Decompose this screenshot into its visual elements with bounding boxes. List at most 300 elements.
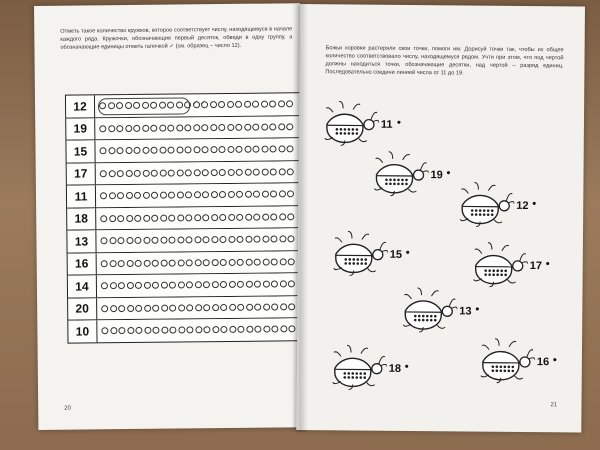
circle[interactable] xyxy=(201,124,208,131)
row-number: 11 xyxy=(67,185,96,207)
circle[interactable] xyxy=(176,192,183,199)
circle[interactable] xyxy=(280,326,287,333)
grid-row xyxy=(67,251,307,276)
row-number: 19 xyxy=(66,118,95,140)
grid-row xyxy=(66,161,306,186)
circle[interactable] xyxy=(151,237,158,244)
circle[interactable] xyxy=(194,259,201,266)
connect-dot-icon: • xyxy=(405,246,410,259)
circle-row xyxy=(96,168,294,177)
circle[interactable] xyxy=(211,214,218,221)
circle[interactable] xyxy=(212,326,219,333)
circle[interactable] xyxy=(193,192,200,199)
circle[interactable] xyxy=(101,305,108,312)
circle[interactable] xyxy=(244,123,251,130)
circle[interactable] xyxy=(278,146,285,153)
circle[interactable] xyxy=(262,213,269,220)
circle[interactable] xyxy=(212,304,219,311)
ladybug-icon xyxy=(328,226,408,277)
row-number: 16 xyxy=(68,253,97,275)
circle[interactable] xyxy=(184,124,191,131)
circle[interactable] xyxy=(161,304,168,311)
circle[interactable] xyxy=(254,281,261,288)
circle[interactable] xyxy=(252,123,259,130)
circle[interactable] xyxy=(159,192,166,199)
row-number: 10 xyxy=(68,320,97,342)
circle[interactable] xyxy=(178,327,185,334)
circle-row xyxy=(97,258,295,267)
circle[interactable] xyxy=(150,124,157,131)
ladybug-number: 17 xyxy=(529,260,543,273)
circle[interactable] xyxy=(109,215,116,222)
circle[interactable] xyxy=(110,327,117,334)
circle[interactable] xyxy=(118,327,125,334)
circle[interactable] xyxy=(228,236,235,243)
circle[interactable] xyxy=(184,147,191,154)
circle[interactable] xyxy=(143,282,150,289)
circle[interactable] xyxy=(220,326,227,333)
circle[interactable] xyxy=(117,170,124,177)
circle-row xyxy=(95,146,293,155)
circle[interactable] xyxy=(177,259,184,266)
grid-row xyxy=(67,296,307,321)
circle[interactable] xyxy=(271,303,278,310)
circle[interactable] xyxy=(108,170,115,177)
circle[interactable] xyxy=(126,282,133,289)
circle-row xyxy=(96,191,294,200)
circle-row xyxy=(97,326,295,335)
circle[interactable] xyxy=(135,305,142,312)
circle[interactable] xyxy=(116,125,123,132)
circle[interactable] xyxy=(117,237,124,244)
circle[interactable] xyxy=(269,123,276,130)
circle[interactable] xyxy=(144,305,151,312)
circle[interactable] xyxy=(203,326,210,333)
circle[interactable] xyxy=(151,214,158,221)
circle-row xyxy=(97,281,295,290)
circle[interactable] xyxy=(152,304,159,311)
row-number: 13 xyxy=(67,230,96,252)
circle[interactable] xyxy=(167,147,174,154)
circle[interactable] xyxy=(229,326,236,333)
circle[interactable] xyxy=(210,169,217,176)
right-instruction: Божьи коровки растеряли свои точки, помоги им. Дорисуй точки так, чтобы их общее количество соответствовало числу, находящемуся рядом. Учти при этом, что под чертой должны находиться точки, обозначающие десятки, над чертой – разряд единиц. Последовательно соедини линией числа от 11 до 19. xyxy=(325,45,564,77)
circle-row xyxy=(96,213,294,222)
circle[interactable] xyxy=(134,237,141,244)
circle[interactable] xyxy=(186,282,193,289)
circle[interactable] xyxy=(201,146,208,153)
circle[interactable] xyxy=(263,326,270,333)
ladybug-icon xyxy=(319,96,399,147)
circle-row xyxy=(95,123,293,132)
circle[interactable] xyxy=(227,124,234,131)
ladybug-number: 12 xyxy=(516,199,529,213)
circle[interactable] xyxy=(278,123,285,130)
ladybug-drawing xyxy=(319,96,379,147)
circle[interactable] xyxy=(152,259,159,266)
circle[interactable] xyxy=(262,236,269,243)
circle[interactable] xyxy=(236,214,243,221)
circle[interactable] xyxy=(227,169,234,176)
circle[interactable] xyxy=(118,260,125,267)
circle[interactable] xyxy=(261,168,268,175)
circle[interactable] xyxy=(169,304,176,311)
circle[interactable] xyxy=(101,260,108,267)
connect-dot-icon: • xyxy=(396,116,401,129)
circle[interactable] xyxy=(142,170,149,177)
ladybug-drawing xyxy=(368,147,428,198)
circle[interactable] xyxy=(270,168,277,175)
left-instruction: Отметь такое количество кружков, которое соответствует числу, находящемуся в начале каждого ряда. Кружочки, обозначающие первый десяток, обведи в одну группу, а обозначающие единицы отметь галочкой ✓ (см. образец – число 12). xyxy=(60,26,293,51)
row-number: 12 xyxy=(66,95,95,117)
circle[interactable] xyxy=(126,215,133,222)
ladybug-number: 19 xyxy=(430,169,443,182)
circle[interactable] xyxy=(125,192,132,199)
circle[interactable] xyxy=(203,304,210,311)
circle[interactable] xyxy=(253,191,260,198)
circle[interactable] xyxy=(261,101,268,108)
circle[interactable] xyxy=(186,304,193,311)
circle[interactable] xyxy=(235,146,242,153)
example-group-oval xyxy=(98,97,190,115)
circle[interactable] xyxy=(109,260,116,267)
right-page-number: 21 xyxy=(550,402,558,409)
circle[interactable] xyxy=(160,237,167,244)
circle[interactable] xyxy=(167,124,174,131)
circle[interactable] xyxy=(177,282,184,289)
book-gutter xyxy=(292,4,308,432)
circle[interactable] xyxy=(220,304,227,311)
connect-dot-icon: • xyxy=(404,360,409,373)
circle[interactable] xyxy=(218,101,225,108)
circle[interactable] xyxy=(270,213,277,220)
circle[interactable] xyxy=(246,326,253,333)
circle[interactable] xyxy=(237,281,244,288)
connect-dot-icon: • xyxy=(532,198,537,211)
circle[interactable] xyxy=(108,125,115,132)
circle[interactable] xyxy=(117,192,124,199)
circle[interactable] xyxy=(269,146,276,153)
circle[interactable] xyxy=(185,169,192,176)
circle[interactable] xyxy=(245,236,252,243)
circle[interactable] xyxy=(109,282,116,289)
circle[interactable] xyxy=(219,191,226,198)
circle[interactable] xyxy=(108,192,115,199)
circle[interactable] xyxy=(211,281,218,288)
circle[interactable] xyxy=(262,281,269,288)
circle[interactable] xyxy=(278,191,285,198)
circle[interactable] xyxy=(270,236,277,243)
ladybug-drawing xyxy=(475,334,535,385)
circle[interactable] xyxy=(278,101,285,108)
circle[interactable] xyxy=(227,146,234,153)
circle[interactable] xyxy=(195,327,202,334)
circle[interactable] xyxy=(252,146,259,153)
circle[interactable] xyxy=(195,304,202,311)
circle[interactable] xyxy=(176,169,183,176)
circle[interactable] xyxy=(135,327,142,334)
ladybug-drawing xyxy=(397,283,457,334)
circle[interactable] xyxy=(245,213,252,220)
circle[interactable] xyxy=(219,236,226,243)
circle[interactable] xyxy=(218,124,225,131)
circle[interactable] xyxy=(176,124,183,131)
circle[interactable] xyxy=(160,282,167,289)
circle[interactable] xyxy=(125,170,132,177)
connect-dot-icon: • xyxy=(552,354,557,367)
check-mark-icon: ✓ ✓ xyxy=(191,100,206,108)
circle[interactable] xyxy=(159,147,166,154)
circle[interactable] xyxy=(125,147,132,154)
circle[interactable] xyxy=(211,236,218,243)
circle[interactable] xyxy=(116,147,123,154)
circle[interactable] xyxy=(227,101,234,108)
circle[interactable] xyxy=(244,101,251,108)
circle[interactable] xyxy=(244,191,251,198)
circle[interactable] xyxy=(246,303,253,310)
circle[interactable] xyxy=(228,281,235,288)
circle[interactable] xyxy=(254,258,261,265)
circle[interactable] xyxy=(237,326,244,333)
right-page xyxy=(296,4,585,432)
ladybug-icon xyxy=(368,147,451,198)
circle[interactable] xyxy=(151,169,158,176)
circle[interactable] xyxy=(210,146,217,153)
circle[interactable] xyxy=(100,215,107,222)
circle[interactable] xyxy=(202,214,209,221)
circle[interactable] xyxy=(194,214,201,221)
circle[interactable] xyxy=(263,303,270,310)
circle[interactable] xyxy=(271,258,278,265)
grid-row xyxy=(66,228,306,253)
circle[interactable] xyxy=(169,259,176,266)
circle[interactable] xyxy=(237,259,244,266)
circle[interactable] xyxy=(261,123,268,130)
grid-row xyxy=(65,116,305,141)
circle[interactable] xyxy=(210,124,217,131)
circle[interactable] xyxy=(168,192,175,199)
circle[interactable] xyxy=(169,327,176,334)
circle[interactable] xyxy=(100,237,107,244)
circle[interactable] xyxy=(185,192,192,199)
circle[interactable] xyxy=(253,213,260,220)
circle[interactable] xyxy=(269,101,276,108)
ladybug-icon xyxy=(397,283,480,334)
ladybug-icon xyxy=(468,237,548,288)
circle[interactable] xyxy=(254,303,261,310)
circle[interactable] xyxy=(99,147,106,154)
circle[interactable] xyxy=(143,215,150,222)
circle[interactable] xyxy=(168,169,175,176)
circle[interactable] xyxy=(133,147,140,154)
circle[interactable] xyxy=(178,304,185,311)
connect-dot-icon: • xyxy=(475,303,480,316)
ladybug-number: 13 xyxy=(459,305,472,318)
circle[interactable] xyxy=(127,327,134,334)
circle[interactable] xyxy=(152,282,159,289)
circle[interactable] xyxy=(279,281,286,288)
circle[interactable] xyxy=(237,304,244,311)
circle[interactable] xyxy=(252,101,259,108)
circle[interactable] xyxy=(270,191,277,198)
grid-row xyxy=(67,318,307,343)
ladybug-icon xyxy=(454,177,537,228)
circle[interactable] xyxy=(152,327,159,334)
circle[interactable] xyxy=(220,259,227,266)
circle[interactable] xyxy=(160,214,167,221)
circle[interactable] xyxy=(219,169,226,176)
circle[interactable] xyxy=(134,215,141,222)
row-number: 15 xyxy=(66,140,95,162)
circle[interactable] xyxy=(118,305,125,312)
circle[interactable] xyxy=(186,259,193,266)
circle[interactable] xyxy=(271,326,278,333)
circle[interactable] xyxy=(244,146,251,153)
grid-row xyxy=(67,273,307,298)
circle[interactable] xyxy=(101,327,108,334)
ladybug-drawing xyxy=(454,177,514,228)
circle[interactable] xyxy=(193,147,200,154)
circle[interactable] xyxy=(210,191,217,198)
circle[interactable] xyxy=(210,101,217,108)
circle[interactable] xyxy=(262,258,269,265)
number-circle-grid xyxy=(65,92,308,343)
circle[interactable] xyxy=(144,327,151,334)
circle[interactable] xyxy=(159,169,166,176)
circle[interactable] xyxy=(194,282,201,289)
circle[interactable] xyxy=(159,124,166,131)
circle[interactable] xyxy=(228,214,235,221)
circle[interactable] xyxy=(133,125,140,132)
circle[interactable] xyxy=(117,215,124,222)
circle[interactable] xyxy=(280,303,287,310)
circle[interactable] xyxy=(229,304,236,311)
circle[interactable] xyxy=(127,305,134,312)
circle[interactable] xyxy=(185,237,192,244)
circle[interactable] xyxy=(193,124,200,131)
circle[interactable] xyxy=(160,259,167,266)
circle[interactable] xyxy=(278,168,285,175)
circle[interactable] xyxy=(101,282,108,289)
circle[interactable] xyxy=(261,146,268,153)
ladybug-icon xyxy=(475,334,555,385)
grid-row xyxy=(66,206,306,231)
circle[interactable] xyxy=(279,258,286,265)
ladybug-icon xyxy=(327,340,407,391)
circle[interactable] xyxy=(168,237,175,244)
circle[interactable] xyxy=(143,237,150,244)
ladybug-drawing xyxy=(468,237,528,288)
circle[interactable] xyxy=(279,236,286,243)
circle[interactable] xyxy=(253,236,260,243)
circle[interactable] xyxy=(108,147,115,154)
circle[interactable] xyxy=(186,327,193,334)
circle[interactable] xyxy=(126,237,133,244)
circle[interactable] xyxy=(126,260,133,267)
circle[interactable] xyxy=(142,147,149,154)
circle[interactable] xyxy=(236,236,243,243)
circle[interactable] xyxy=(228,259,235,266)
circle[interactable] xyxy=(161,327,168,334)
connect-dot-icon: • xyxy=(446,167,451,180)
ladybug-number: 11 xyxy=(380,118,393,131)
circle[interactable] xyxy=(185,214,192,221)
circle[interactable] xyxy=(253,168,260,175)
circle[interactable] xyxy=(235,101,242,108)
circle-row xyxy=(96,236,294,245)
grid-row xyxy=(66,183,306,208)
circle[interactable] xyxy=(143,260,150,267)
grid-row xyxy=(65,92,305,118)
circle[interactable] xyxy=(134,192,141,199)
circle[interactable] xyxy=(135,260,142,267)
circle[interactable] xyxy=(211,259,218,266)
circle[interactable] xyxy=(202,191,209,198)
circle[interactable] xyxy=(100,170,107,177)
circle[interactable] xyxy=(203,259,210,266)
circle[interactable] xyxy=(176,147,183,154)
circle[interactable] xyxy=(169,282,176,289)
circle[interactable] xyxy=(245,258,252,265)
circle[interactable] xyxy=(125,125,132,132)
row-number: 14 xyxy=(68,275,97,297)
circle[interactable] xyxy=(219,214,226,221)
ladybug-number: 16 xyxy=(536,356,550,369)
circle[interactable] xyxy=(261,191,268,198)
circle[interactable] xyxy=(109,237,116,244)
circle[interactable] xyxy=(99,125,106,132)
connect-dot-icon: • xyxy=(545,258,550,271)
circle[interactable] xyxy=(236,169,243,176)
ladybug-drawing xyxy=(327,340,387,391)
circle[interactable] xyxy=(142,192,149,199)
left-page xyxy=(34,3,304,430)
circle[interactable] xyxy=(271,281,278,288)
circle[interactable] xyxy=(220,281,227,288)
circle[interactable] xyxy=(110,305,117,312)
circle[interactable] xyxy=(244,168,251,175)
circle[interactable] xyxy=(118,282,125,289)
circle[interactable] xyxy=(254,326,261,333)
circle[interactable] xyxy=(218,146,225,153)
circle[interactable] xyxy=(177,237,184,244)
circle[interactable] xyxy=(202,169,209,176)
circle[interactable] xyxy=(177,214,184,221)
circle[interactable] xyxy=(100,192,107,199)
circle[interactable] xyxy=(202,236,209,243)
circle[interactable] xyxy=(203,281,210,288)
circle[interactable] xyxy=(227,191,234,198)
row-number: 17 xyxy=(67,163,96,185)
circle-row xyxy=(97,303,295,312)
circle[interactable] xyxy=(193,169,200,176)
circle[interactable] xyxy=(194,237,201,244)
circle[interactable] xyxy=(135,282,142,289)
circle[interactable] xyxy=(168,214,175,221)
circle[interactable] xyxy=(245,281,252,288)
circle[interactable] xyxy=(236,191,243,198)
circle[interactable] xyxy=(279,213,286,220)
circle[interactable] xyxy=(151,192,158,199)
circle[interactable] xyxy=(235,124,242,131)
circle[interactable] xyxy=(142,125,149,132)
circle[interactable] xyxy=(150,147,157,154)
ladybug-drawing xyxy=(328,226,388,277)
grid-row xyxy=(65,138,305,163)
left-page-number: 20 xyxy=(64,405,71,412)
circle[interactable] xyxy=(134,170,141,177)
row-number: 18 xyxy=(67,208,96,230)
